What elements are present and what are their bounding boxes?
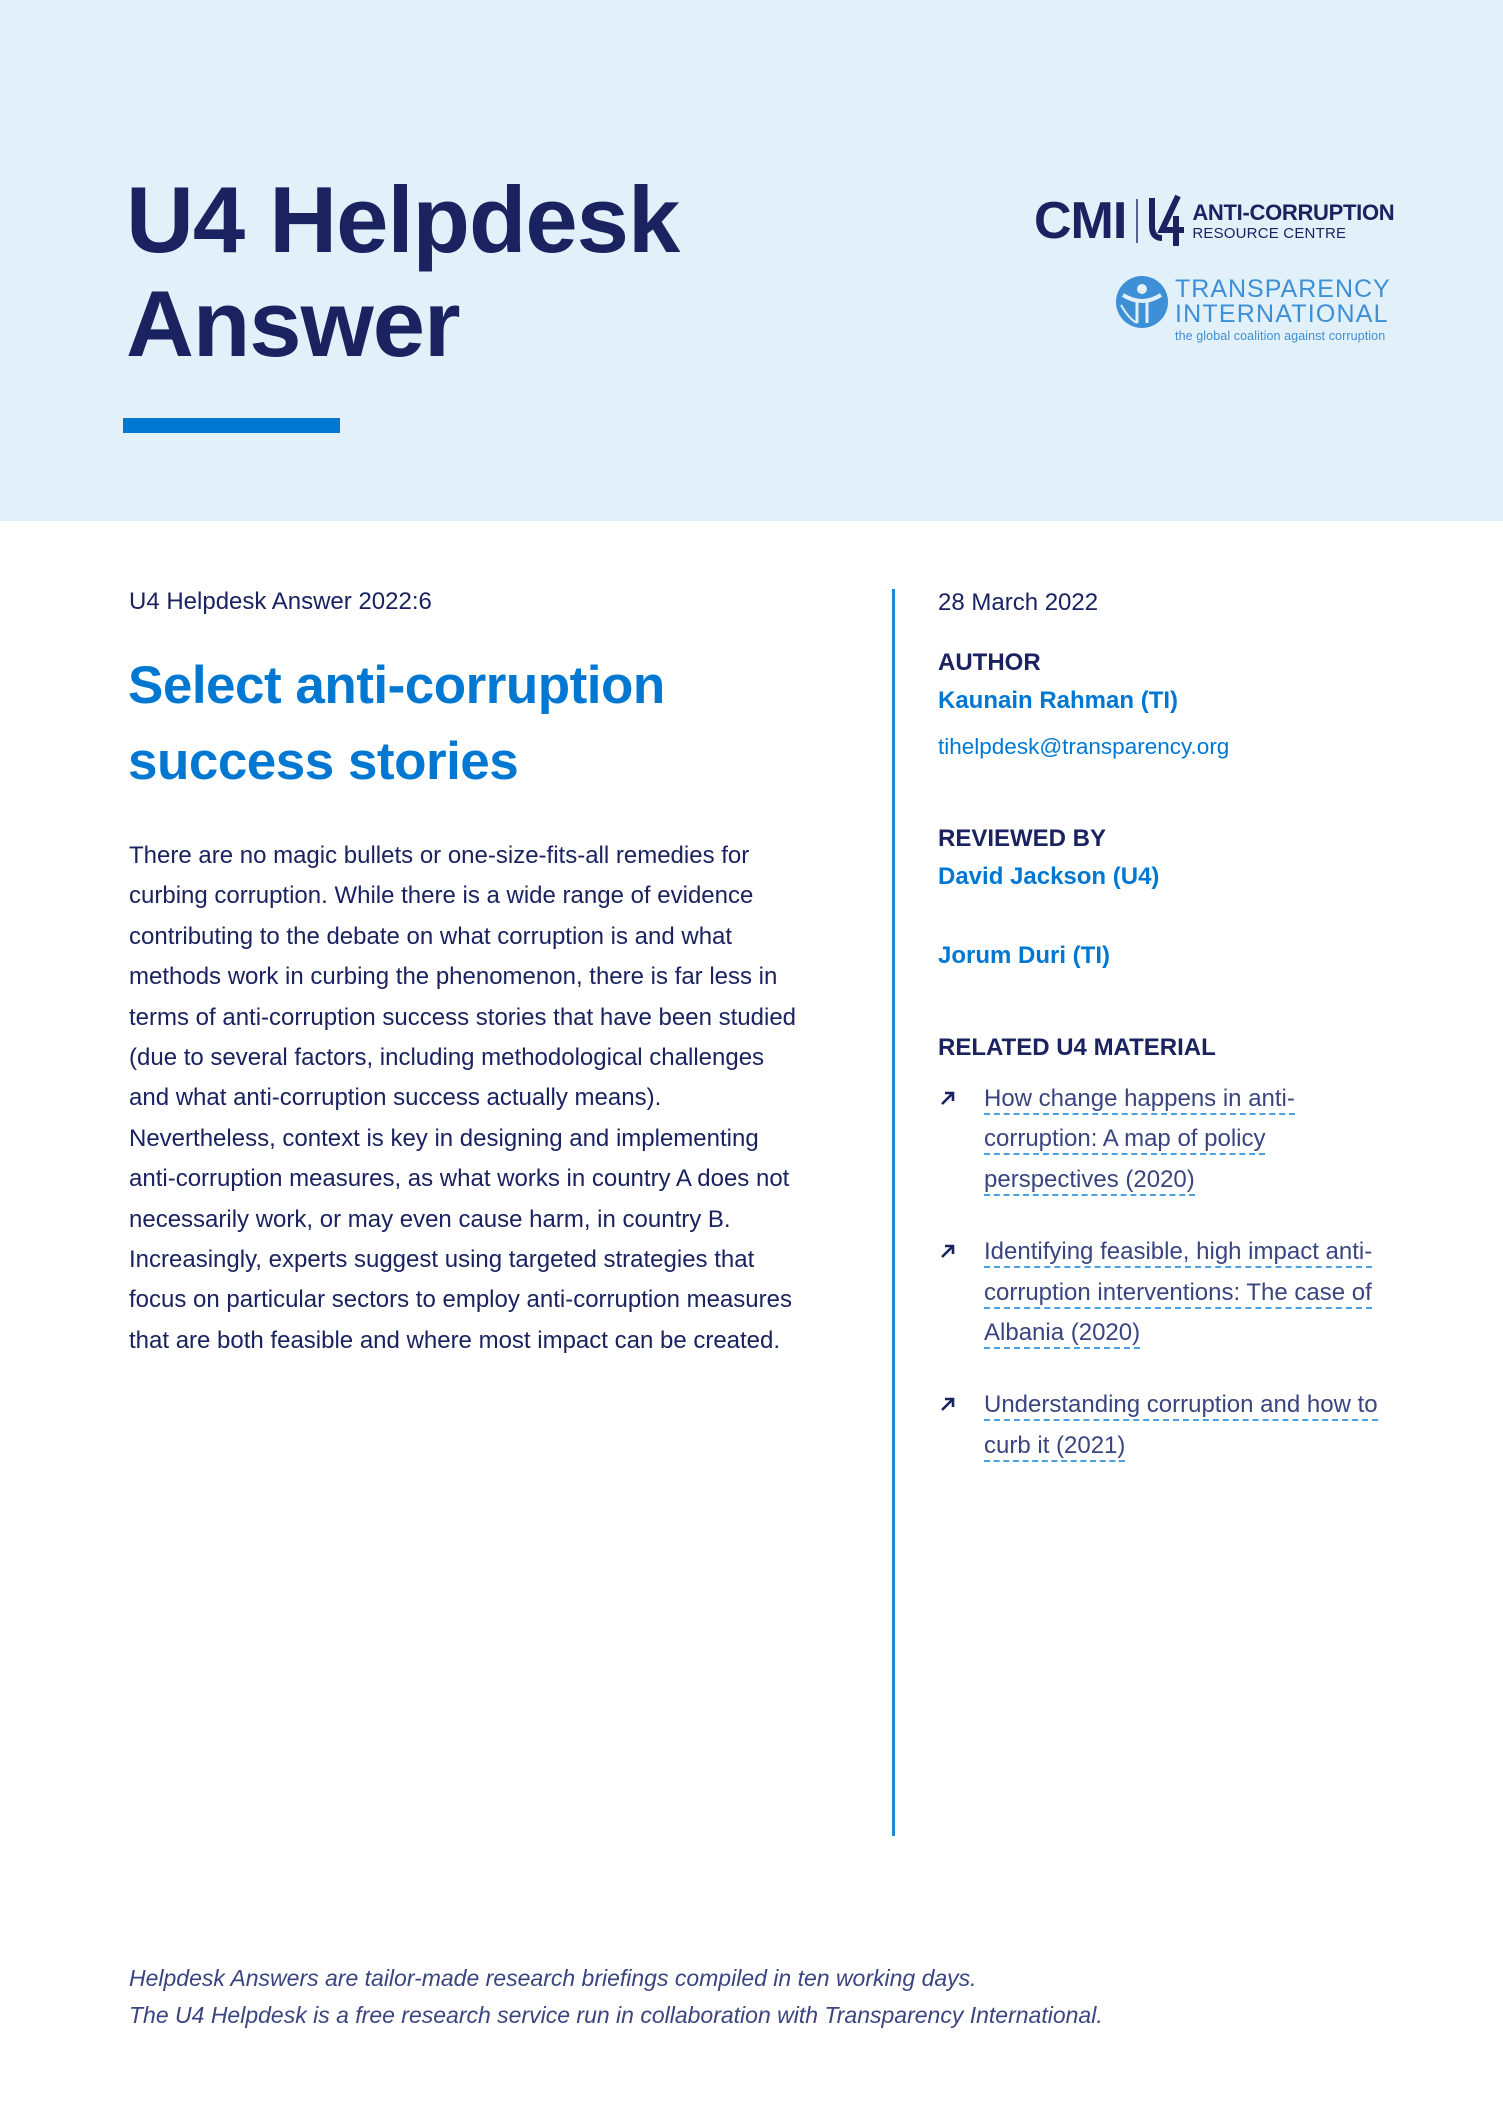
related-material-list [938, 1079, 1378, 1466]
publication-date: 28 March 2022 [938, 589, 1099, 616]
arrow-up-right-icon [938, 1394, 958, 1414]
main-title [126, 168, 679, 376]
author-name: Kaunain Rahman (TI) [938, 687, 1179, 714]
u4-logo-line1: ANTI-CORRUPTION [1192, 199, 1395, 225]
u4-logo-text [1192, 199, 1395, 242]
arrow-up-right-icon [938, 1088, 958, 1108]
reviewer-name: David Jackson (U4) [938, 863, 1160, 890]
related-link[interactable]: Identifying feasible, high impact anti-corruption interventions: The case of Albania (2020) [984, 1238, 1372, 1349]
document-title: Select anti-corruption success stories [128, 656, 665, 791]
u4-logo-line2: RESOURCE CENTRE [1192, 224, 1347, 242]
column-divider [892, 589, 895, 1836]
related-item [938, 1385, 1378, 1466]
ti-globe-icon [1115, 275, 1169, 329]
cmi-u4-logo [1034, 192, 1404, 250]
series-label: U4 Helpdesk Answer 2022:6 [129, 588, 432, 615]
reviewed-by-heading: REVIEWED BY [938, 825, 1107, 852]
transparency-international-logo [1115, 273, 1405, 343]
u4-logo-icon [1148, 194, 1186, 248]
main-title-line1: U4 Helpdesk [126, 167, 680, 272]
title-accent-rule [123, 418, 340, 433]
ti-logo-text [1175, 277, 1391, 343]
related-material-heading: RELATED U4 MATERIAL [938, 1034, 1216, 1061]
author-email-link[interactable]: tihelpdesk@transparency.org [938, 734, 1230, 759]
sidebar [938, 588, 1378, 1466]
cmi-logo-text: CMI [1034, 192, 1127, 250]
ti-logo-line2: INTERNATIONAL [1175, 300, 1389, 328]
footer-note [129, 1960, 1329, 2034]
footer-line2: The U4 Helpdesk is a free research service run in collaboration with Transparency International. [129, 2002, 1103, 2028]
ti-logo-tagline: the global coalition against corruption [1175, 329, 1386, 343]
author-heading: AUTHOR [938, 649, 1041, 676]
related-link[interactable]: Understanding corruption and how to curb it (2021) [984, 1391, 1378, 1461]
arrow-up-right-icon [938, 1241, 958, 1261]
related-link[interactable]: How change happens in anti-corruption: A map of policy perspectives (2020) [984, 1085, 1295, 1196]
related-item [938, 1232, 1378, 1353]
related-item [938, 1079, 1378, 1200]
reviewer-name: Jorum Duri (TI) [938, 942, 1110, 969]
summary-paragraph: There are no magic bullets or one-size-fits-all remedies for curbing corruption. While there is a wide range of evidence contributing to the debate on what corruption is and what methods work in curbing the phenomenon, there is far less in terms of anti-corruption success stories that have been studied (due to several factors, including methodological challenges and what anti-corruption success actually means). Nevertheless, context is key in designing and implementing anti-corruption measures, as what works in country A does not necessarily work, or may even cause harm, in country B. Increasingly, experts suggest using targeted strategies that focus on particular sectors to employ anti-corruption measures that are both feasible and where most impact can be created. [129, 842, 797, 1354]
ti-logo-line1: TRANSPARENCY [1175, 275, 1391, 303]
main-title-line2: Answer [126, 271, 460, 376]
footer-line1: Helpdesk Answers are tailor-made research briefings compiled in ten working days. [129, 1965, 977, 1991]
logo-separator [1136, 199, 1138, 243]
